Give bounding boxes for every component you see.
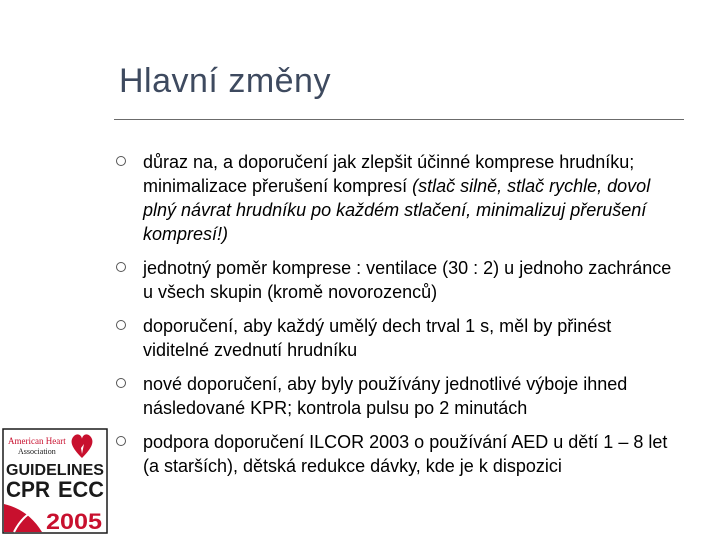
bullet-list: [116, 150, 676, 488]
title-divider: [114, 119, 684, 120]
bullet-item: [116, 372, 676, 420]
bullet-text: jednotný poměr komprese : ventilace (30 : 2) u jednoho zachránce u všech skupin (kromě novorozenců): [143, 258, 672, 302]
circle-bullet-icon: [116, 262, 126, 272]
bullet-text: důraz na, a doporučení jak zlepšit účinné komprese hrudníku; minimalizace přerušení kompresí: [143, 152, 635, 196]
logo-year: 2005: [46, 509, 102, 534]
logo-line2: Association: [18, 447, 56, 456]
slide-title: Hlavní změny: [119, 62, 331, 100]
circle-bullet-icon: [116, 156, 126, 166]
circle-bullet-icon: [116, 320, 126, 330]
bullet-item: [116, 150, 676, 246]
bullet-text: nové doporučení, aby byly používány jednotlivé výboje ihned následované KPR; kontrola pulsu po 2 minutách: [143, 374, 628, 418]
circle-bullet-icon: [116, 378, 126, 388]
logo-line1: American Heart: [8, 436, 66, 446]
bullet-text-italic: (stlač silně, stlač rychle, dovol plný návrat hrudníku po každém stlačení, minimalizuj přerušení kompresí!): [143, 176, 651, 244]
logo-word3: ECC: [58, 477, 105, 502]
bullet-text: doporučení, aby každý umělý dech trval 1 s, měl by přinést viditelné zvednutí hrudníku: [143, 316, 612, 360]
bullet-item: [116, 256, 676, 304]
logo-word1: GUIDELINES: [6, 462, 105, 479]
logo-word2: CPR: [6, 477, 51, 502]
bullet-item: [116, 430, 676, 478]
bullet-item: [116, 314, 676, 362]
circle-bullet-icon: [116, 436, 126, 446]
bullet-text: podpora doporučení ILCOR 2003 o používání AED u dětí 1 – 8 let (a starších), dětská redukce dávky, kde je k dispozici: [143, 432, 668, 476]
aha-guidelines-logo: [2, 428, 108, 534]
